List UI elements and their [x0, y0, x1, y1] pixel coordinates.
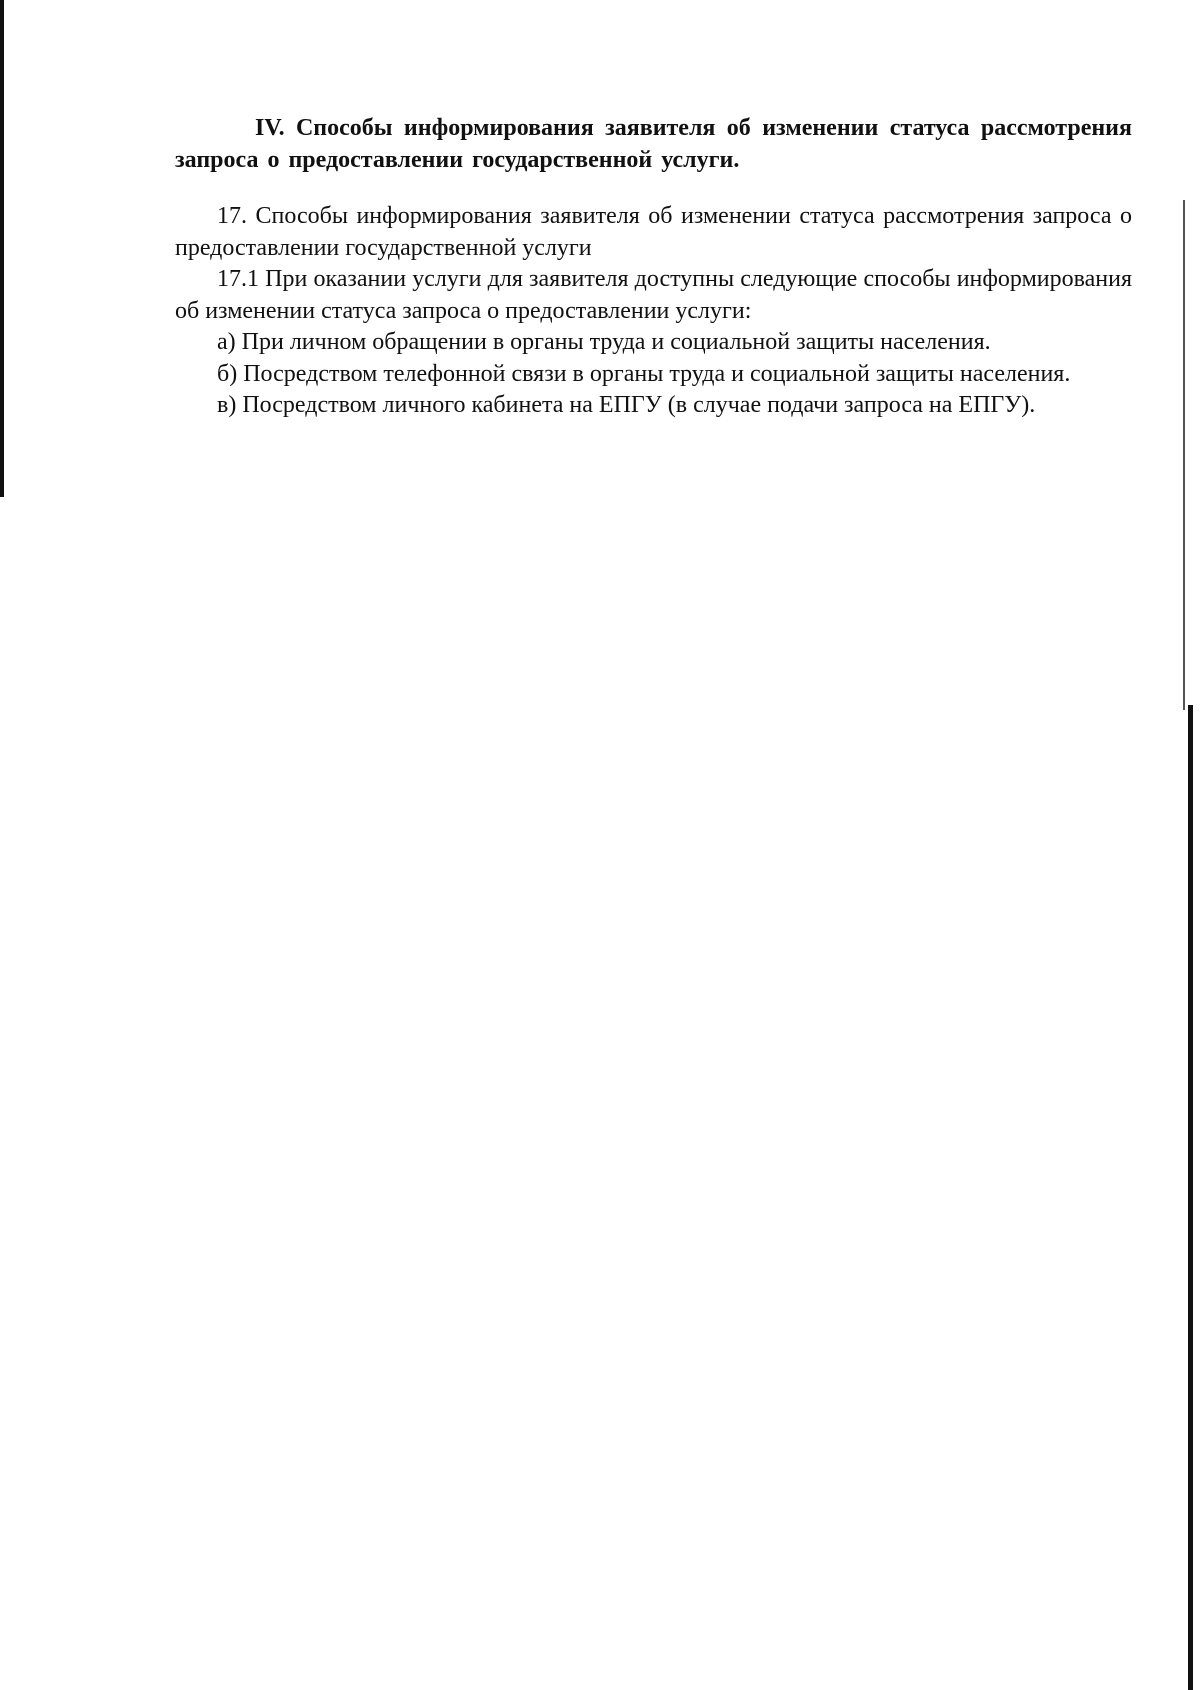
scan-border-right-thin: [1183, 200, 1185, 710]
list-item-b: б) Посредством телефонной связи в органы труда и социальной защиты населения.: [217, 360, 1071, 387]
scan-border-right: [1188, 705, 1193, 1690]
section-heading: IV. Способы информирования заявителя об изменении статуса рассмотрения запроса о предоставлении государственной услуги.: [175, 115, 1132, 173]
scan-border-left: [0, 0, 4, 497]
document-page: [175, 112, 1132, 422]
list-item-a: а) При личном обращении в органы труда и социальной защиты населения.: [217, 329, 991, 355]
paragraph-17-1: 17.1 При оказании услуги для заявителя доступны следующие способы информирования об изменении статуса запроса о предоставлении услуги:: [175, 266, 1132, 324]
list-item-v: в) Посредством личного кабинета на ЕПГУ (в случае подачи запроса на ЕПГУ).: [217, 392, 1036, 418]
paragraph-17: 17. Способы информирования заявителя об изменении статуса рассмотрения запроса о предоставлении государственной услуги: [175, 203, 1132, 261]
